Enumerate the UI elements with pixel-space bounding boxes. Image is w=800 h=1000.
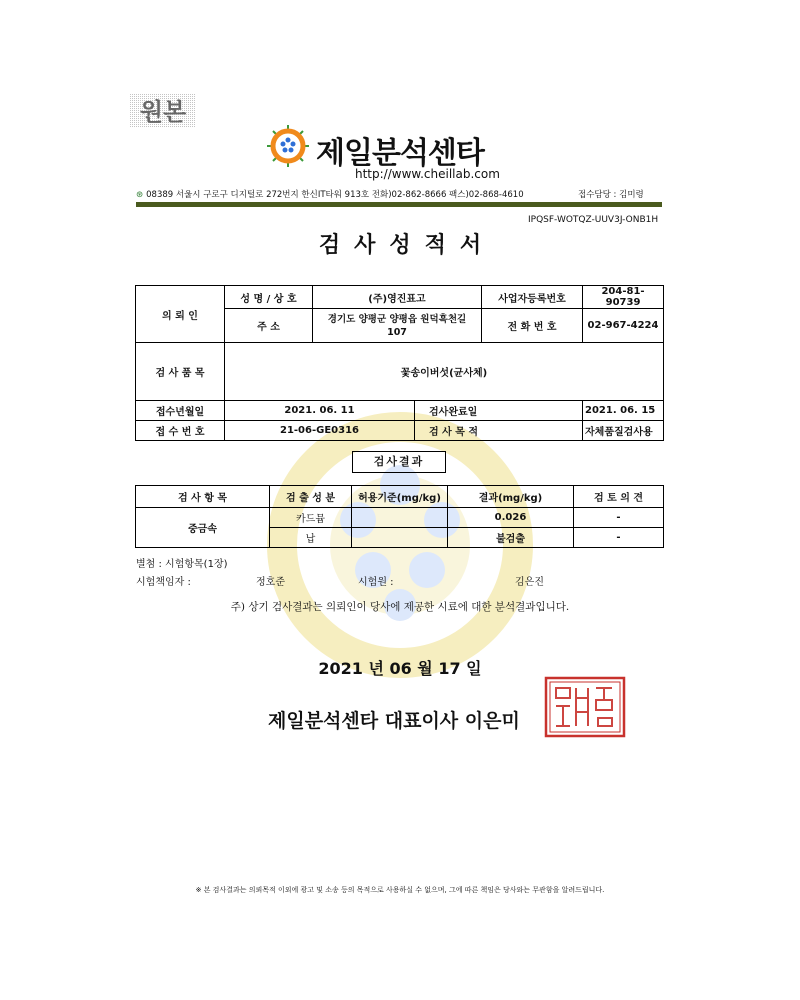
company-seal — [544, 676, 626, 738]
document-code: IPQSF-WOTQZ-UUV3J-ONB1H — [528, 215, 659, 225]
header-component: 검 출 성 분 — [270, 486, 352, 508]
results-header-row — [136, 486, 664, 508]
result-cell: 0.026 — [448, 508, 574, 528]
purpose-label: 검 사 목 적 — [415, 421, 583, 441]
component-cell: 납 — [270, 528, 352, 548]
receipt-no-label: 접 수 번 호 — [136, 421, 225, 441]
company-logo-icon — [266, 124, 310, 168]
phone-value: 02-967-4224 — [583, 309, 664, 343]
issue-date: 2021 년 06 월 17 일 — [318, 659, 482, 678]
header-test-item: 검 사 항 목 — [136, 486, 270, 508]
limit-cell — [352, 508, 448, 528]
bizno-label: 사업자등록번호 — [482, 286, 583, 309]
table-row — [136, 508, 664, 528]
address-label: 주 소 — [225, 309, 313, 343]
complete-date-value: 2021. 06. 15 — [583, 401, 664, 421]
address-value — [313, 309, 482, 343]
header-opinion: 검 토 의 견 — [574, 486, 664, 508]
header-result: 결과(mg/kg) — [448, 486, 574, 508]
group-heavy-metals: 중금속 — [136, 508, 270, 548]
website-url[interactable]: http://www.cheillab.com — [355, 167, 500, 181]
result-cell: 불검출 — [448, 528, 574, 548]
receipt-date-value: 2021. 06. 11 — [225, 401, 415, 421]
brand-name: 제일분석센타 — [316, 136, 484, 171]
svg-text:원본: 원본 — [139, 98, 187, 126]
receipt-date-label: 접수년월일 — [136, 401, 225, 421]
results-section-title: 검사결과 — [352, 451, 446, 473]
disclaimer-note: 주) 상기 검사결과는 의뢰인이 당사에 제공한 시료에 대한 분석결과입니다. — [230, 601, 570, 613]
address-value-line2: 107 — [387, 326, 407, 338]
item-label: 검 사 품 목 — [136, 343, 225, 401]
complete-date-label: 검사완료일 — [415, 401, 583, 421]
item-value: 꽃송이버섯(균사체) — [225, 343, 664, 401]
requester-label: 의 뢰 인 — [136, 286, 225, 343]
address-value-line1: 경기도 양평군 양평읍 원덕흑천길 — [327, 313, 467, 325]
client-info-table — [135, 285, 664, 441]
company-address — [136, 188, 556, 200]
header-limit: 허용기준(mg/kg) — [352, 486, 448, 508]
results-table — [135, 485, 664, 548]
component-cell: 카드뮴 — [270, 508, 352, 528]
limit-cell — [352, 528, 448, 548]
receipt-no-value: 21-06-GE0316 — [225, 421, 415, 441]
phone-label: 전 화 번 호 — [482, 309, 583, 343]
name-value: (주)영진표고 — [313, 286, 482, 309]
attachment-note: 별첨 : 시험항목(1장) — [136, 559, 228, 570]
opinion-cell: - — [574, 528, 664, 548]
responsible-label: 시험책임자 : — [136, 577, 191, 588]
address-text: 08389 서울시 구로구 디지털로 272번지 한신IT타워 913호 전화)02-862-8666 팩스)02-868-4610 — [146, 190, 524, 200]
address-marker-icon: ⊛ — [136, 190, 144, 200]
issuer-name: 제일분석센타 대표이사 이은미 — [268, 710, 520, 732]
bizno-value: 204-81-90739 — [583, 286, 664, 309]
original-stamp — [130, 94, 196, 128]
receiver-info: 접수담당 : 김미령 — [578, 190, 644, 200]
header-divider — [136, 202, 662, 207]
document-title: 검사성적서 — [318, 233, 496, 258]
tester-name: 김은진 — [515, 577, 544, 588]
purpose-value: 자체품질검사용 — [583, 421, 664, 441]
footer-note: ※ 본 검사결과는 의뢰목적 이외에 광고 및 소송 등의 목적으로 사용하실 수 없으며, 그에 따른 책임은 당사와는 무관함을 알려드립니다. — [195, 886, 605, 894]
name-label: 성 명 / 상 호 — [225, 286, 313, 309]
opinion-cell: - — [574, 508, 664, 528]
tester-label: 시험원 : — [358, 577, 394, 588]
responsible-name: 정호준 — [256, 577, 285, 588]
